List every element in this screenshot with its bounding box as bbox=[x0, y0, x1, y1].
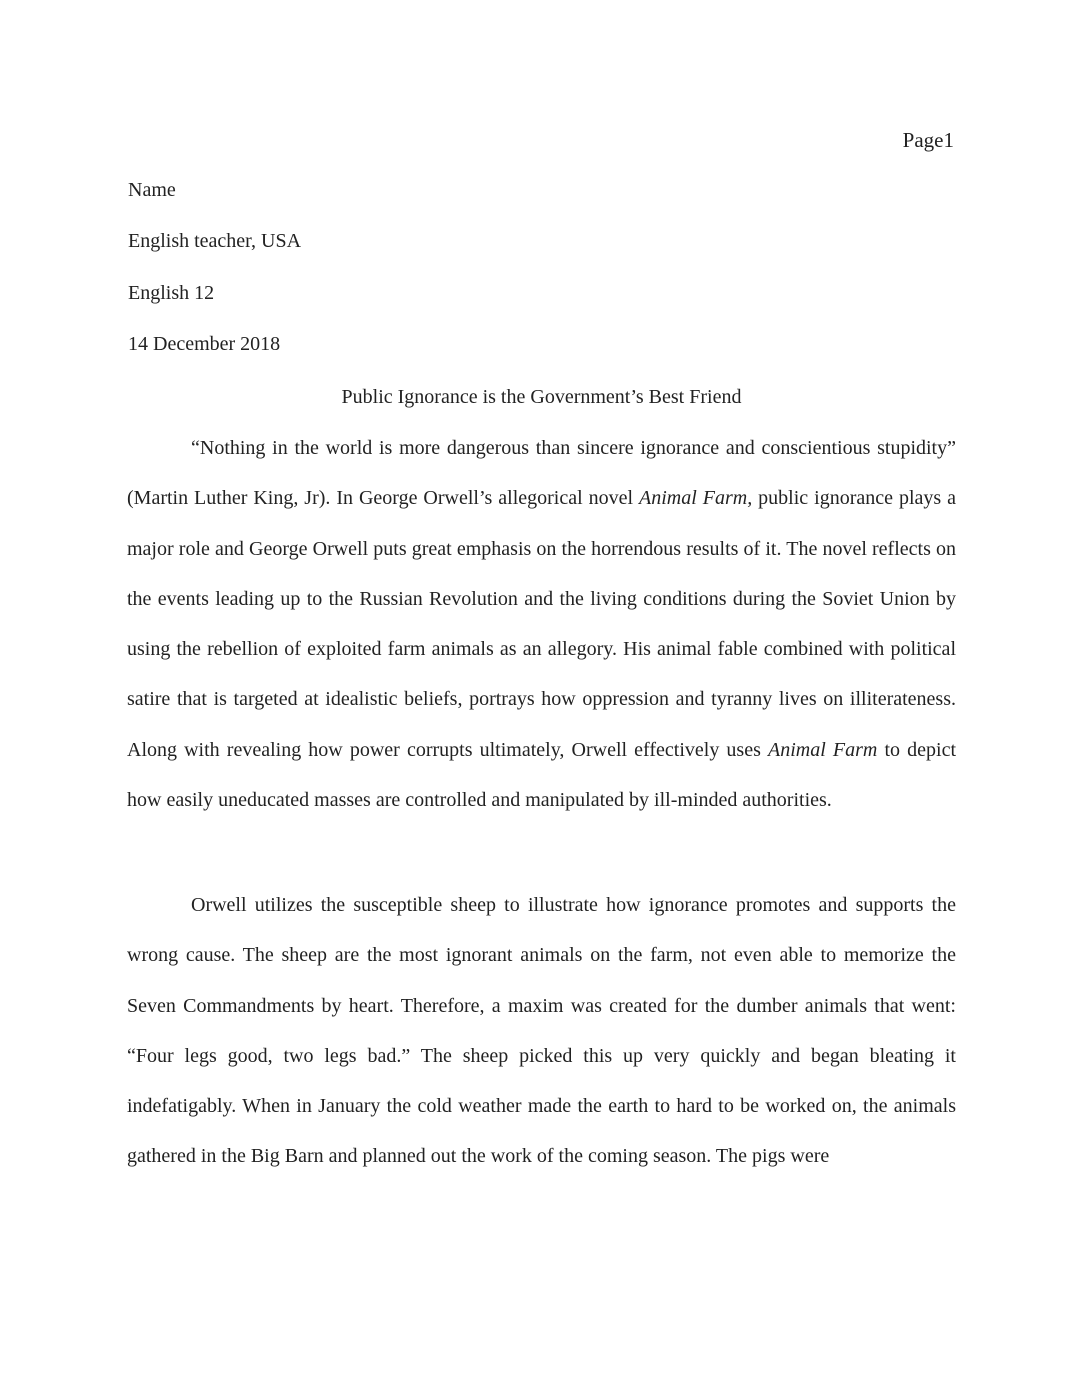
essay-title: Public Ignorance is the Government’s Best Friend bbox=[341, 386, 742, 408]
body-paragraph-2: Orwell utilizes the susceptible sheep to illustrate how ignorance promotes and supports the wrong cause. The sheep are the most ignorant animals on the farm, not even able to memorize the Seven Commandments by heart. Therefore, a maxim was created for the dumber animals that went: “Four legs good, two legs bad.” The sheep picked this up very quickly and began bleating it indefatigably. When in January the cold weather made the earth to hard to be worked on, the animals gathered in the Big Barn and planned out the work of the coming season. The pigs were bbox=[127, 894, 956, 1168]
paragraph-1-text-a: “Nothing in the world is more dangerous than sincere ignorance and conscientious stupidity” (Martin Luther King, Jr). In George Orwell’s allegorical novel bbox=[127, 437, 956, 510]
paragraph-1-text-c: to depict how easily uneducated masses are controlled and manipulated by ill-minded authorities. bbox=[127, 738, 956, 812]
course-name: English 12 bbox=[128, 282, 215, 304]
student-name: Name bbox=[128, 179, 176, 201]
essay-date: 14 December 2018 bbox=[128, 333, 281, 355]
body-paragraph-1 bbox=[127, 423, 956, 825]
paragraph-1-text-b: public ignorance plays a major role and George Orwell puts great emphasis on the horrendous results of it. The novel reflects on the events leading up to the Russian Revolution and the living conditions during the Soviet Union by using the rebellion of exploited farm animals as an allegory. His animal fable combined with political satire that is targeted at idealistic beliefs, portrays how oppression and tyranny lives on illiterateness. Along with revealing how power corrupts ultimately, Orwell effectively uses bbox=[127, 487, 956, 761]
teacher-name: English teacher, USA bbox=[128, 230, 302, 252]
book-title-italic: Animal Farm bbox=[768, 738, 878, 761]
book-title-italic: Animal Farm, bbox=[639, 487, 753, 510]
page-number: Page1 bbox=[902, 128, 954, 152]
